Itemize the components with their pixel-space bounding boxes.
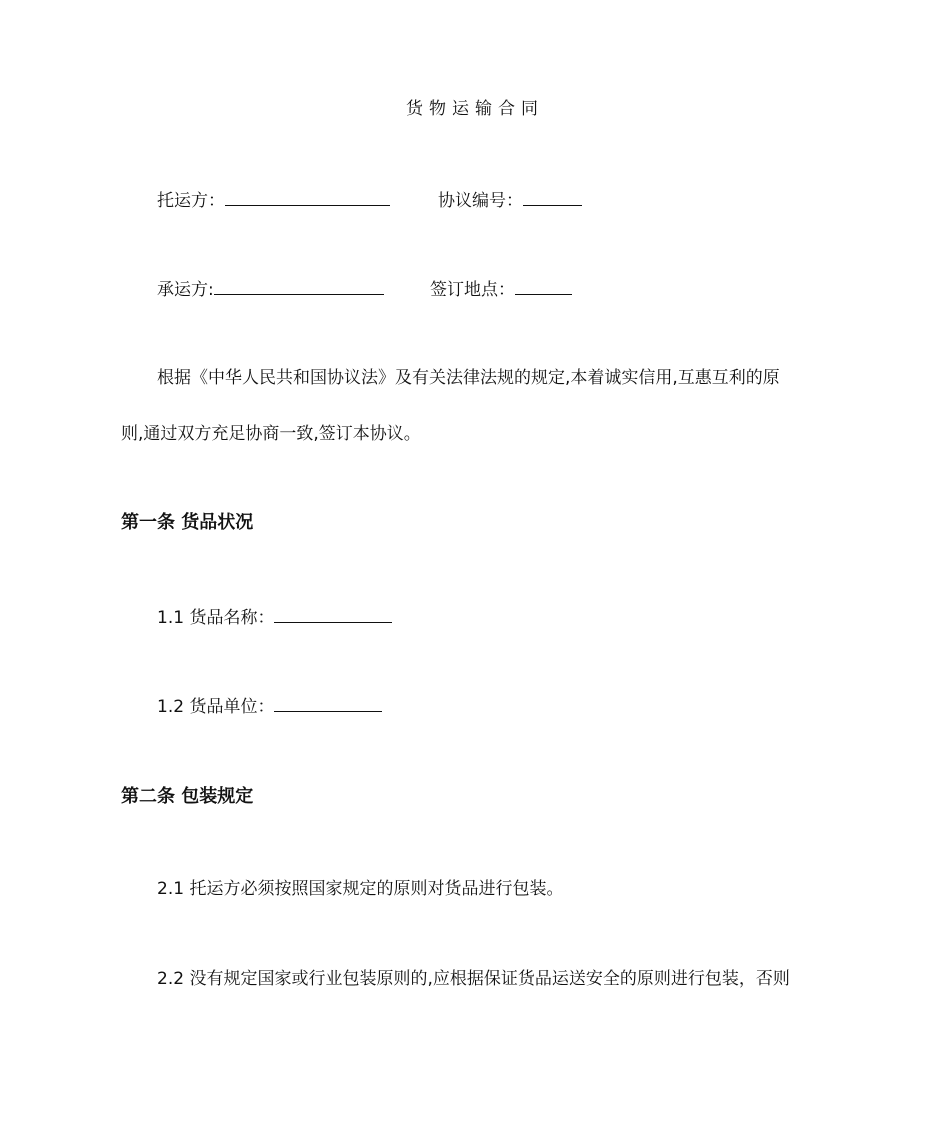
item-1-2-line [157,693,382,719]
shipper-blank[interactable] [225,187,390,206]
carrier-label: 承运方: [157,280,214,300]
goods-name-blank[interactable] [274,604,392,623]
carrier-blank[interactable] [214,276,384,295]
carrier-line [157,276,384,302]
document-title: 货物运输合同 [406,99,544,119]
item-2-2: 2.2 没有规定国家或行业包装原则的,应根据保证货品运送安全的原则进行包装，否则 [157,969,790,989]
agreement-no-label: 协议编号： [438,191,523,211]
article-1-heading: 第一条 货品状况 [121,512,254,533]
item-2-1: 2.1 托运方必须按照国家规定的原则对货品进行包装。 [157,879,564,899]
goods-unit-blank[interactable] [274,693,382,712]
preamble-line-2: 则,通过双方充足协商一致,签订本协议。 [121,424,421,444]
shipper-label: 托运方： [157,191,225,211]
signing-place-label: 签订地点： [430,280,515,300]
agreement-no-line [438,187,582,213]
agreement-no-blank[interactable] [523,187,582,206]
shipper-line [157,187,390,213]
item-1-1-line [157,604,392,630]
signing-place-line [430,276,572,302]
item-1-1-label: 1.1 货品名称： [157,608,275,628]
preamble-line-1: 根据《中华人民共和国协议法》及有关法律法规的规定,本着诚实信用,互惠互利的原 [157,368,780,388]
signing-place-blank[interactable] [515,276,572,295]
article-2-heading: 第二条 包装规定 [121,786,254,807]
item-1-2-label: 1.2 货品单位： [157,697,275,717]
